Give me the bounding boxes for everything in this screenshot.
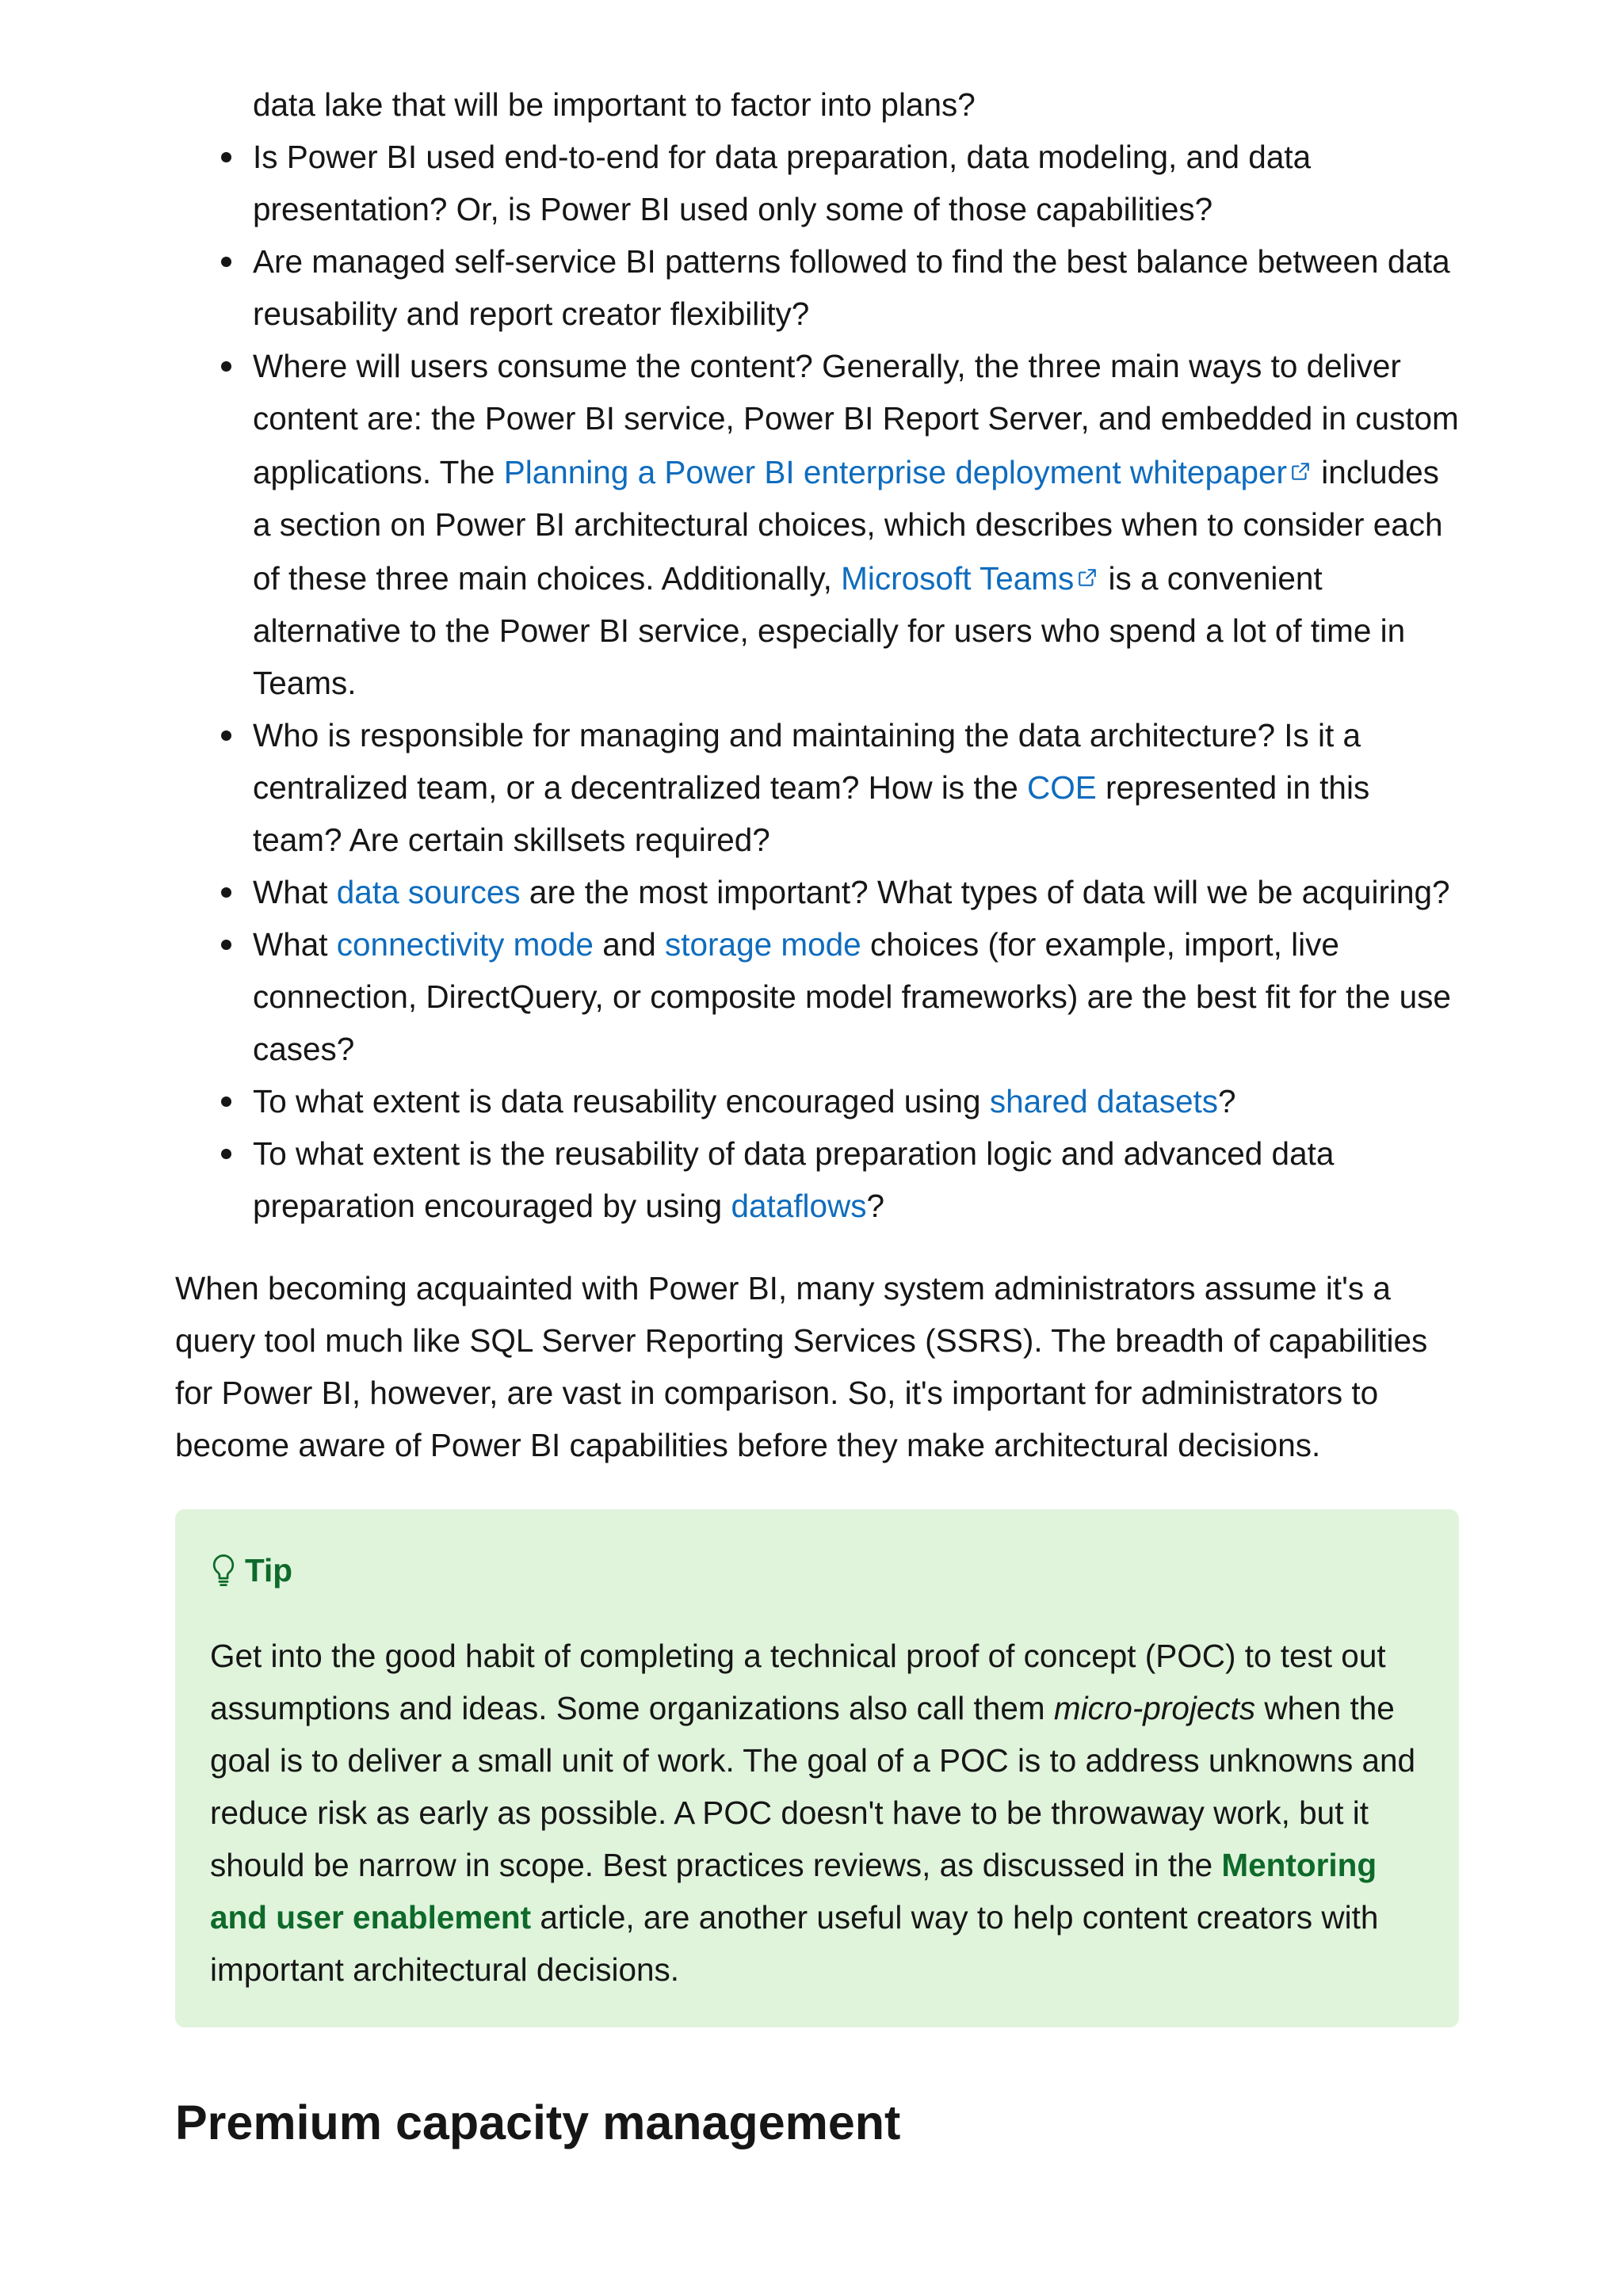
body-paragraph: When becoming acquainted with Power BI, many system administrators assume it's a query tool much like SQL Server Reporting Services (SSRS). The breadth of capabilities for Power BI, however, are vast in comparison. So, it's important for administrators to become aware of Power BI capabilities before they make architectural decisions. (175, 1270, 1428, 1463)
list-item (253, 235, 1459, 340)
list-item (253, 866, 1459, 918)
list-item (253, 918, 1459, 1075)
whitepaper-link[interactable]: Planning a Power BI enterprise deployment whitepaper (503, 454, 1288, 490)
list-item-text: represented in this team? Are certain skillsets required? (253, 769, 1370, 858)
shared-datasets-link[interactable]: shared datasets (989, 1083, 1219, 1119)
bullet-dot (221, 361, 231, 372)
bullet-dot (221, 730, 231, 741)
list-item-text: To what extent is data reusability encouraged using (253, 1083, 990, 1119)
bullet-dot (221, 887, 231, 898)
tip-body (210, 1630, 1424, 1996)
list-item (253, 131, 1459, 235)
list-item-text: Who is responsible for managing and maintaining the data architecture? Is it a centralized team, or a decentralized team? How is the (253, 717, 1361, 806)
bullet-dot (221, 257, 231, 267)
list-item (253, 1127, 1459, 1232)
bullet-dot (221, 1097, 231, 1107)
list-item-text: choices (for example, import, live connection, DirectQuery, or composite model frameworks) are the best fit for the use cases? (253, 926, 1451, 1067)
bullet-dot (221, 1149, 231, 1159)
connectivity-mode-link[interactable]: connectivity mode (336, 926, 594, 963)
list-item-text: What (253, 926, 337, 963)
lightbulb-icon (210, 1553, 237, 1588)
question-list (175, 78, 1459, 1232)
list-item-text: To what extent is the reusability of data preparation logic and advanced data preparation encouraged by using (253, 1135, 1335, 1224)
microsoft-teams-link[interactable]: Microsoft Teams (841, 560, 1075, 597)
storage-mode-link[interactable]: storage mode (665, 926, 861, 963)
tip-text: article, are another useful way to help content creators with important architectural decisions. (210, 1899, 1379, 1988)
tip-title: Tip (245, 1552, 292, 1589)
bullet-dot (221, 152, 231, 162)
external-link-icon (1077, 551, 1098, 603)
coe-link[interactable]: COE (1026, 769, 1097, 806)
list-item (253, 1075, 1459, 1127)
tip-text: Get into the good habit of completing a technical proof of concept (POC) to test out assumptions and ideas. Some organizations also call them (210, 1638, 1386, 1726)
section-heading: Premium capacity management (175, 2096, 901, 2149)
list-item (253, 340, 1459, 709)
list-item (253, 709, 1459, 866)
list-item-text: data lake that will be important to factor into plans? (253, 86, 976, 123)
tip-text: when the goal is to deliver a small unit of work. The goal of a POC is to address unknowns and reduce risk as early as possible. A POC doesn't have to be throwaway work, but it should be narrow in scope. Best practices reviews, as discussed in the (210, 1690, 1416, 1883)
list-item-text: Where will users consume the content? Generally, the three main ways to deliver content are: the Power BI service, Power BI Report Server, and embedded in custom applications. The (253, 348, 1459, 490)
list-item-continuation (253, 78, 1459, 131)
dataflows-link[interactable]: dataflows (731, 1188, 867, 1224)
tip-heading (210, 1544, 1424, 1596)
list-item-text: ? (1218, 1083, 1236, 1119)
list-item-text: Are managed self-service BI patterns followed to find the best balance between data reusability and report creator flexibility? (253, 243, 1450, 332)
list-item-text: are the most important? What types of data will we be acquiring? (520, 874, 1450, 910)
external-link-icon (1290, 444, 1311, 497)
list-item-text: includes a section on Power BI architectural choices, which describes when to consider each of these three main choices. Additionally, (253, 454, 1443, 597)
list-item-text: Is Power BI used end-to-end for data preparation, data modeling, and data presentation? Or, is Power BI used only some of those capabilities? (253, 139, 1312, 227)
list-item-text: and (593, 926, 666, 963)
mentoring-user-enablement-link[interactable]: Mentoring and user enablement (210, 1847, 1377, 1936)
data-sources-link[interactable]: data sources (336, 874, 521, 910)
tip-callout (175, 1509, 1459, 2027)
list-item-text: What (253, 874, 337, 910)
list-item-text: is a convenient alternative to the Power BI service, especially for users who spend a lot of time in Teams. (253, 560, 1406, 701)
list-item-text: ? (866, 1188, 885, 1224)
article-content (175, 78, 1459, 2154)
tip-emphasis: micro-projects (1053, 1690, 1256, 1726)
bullet-dot (221, 940, 231, 950)
